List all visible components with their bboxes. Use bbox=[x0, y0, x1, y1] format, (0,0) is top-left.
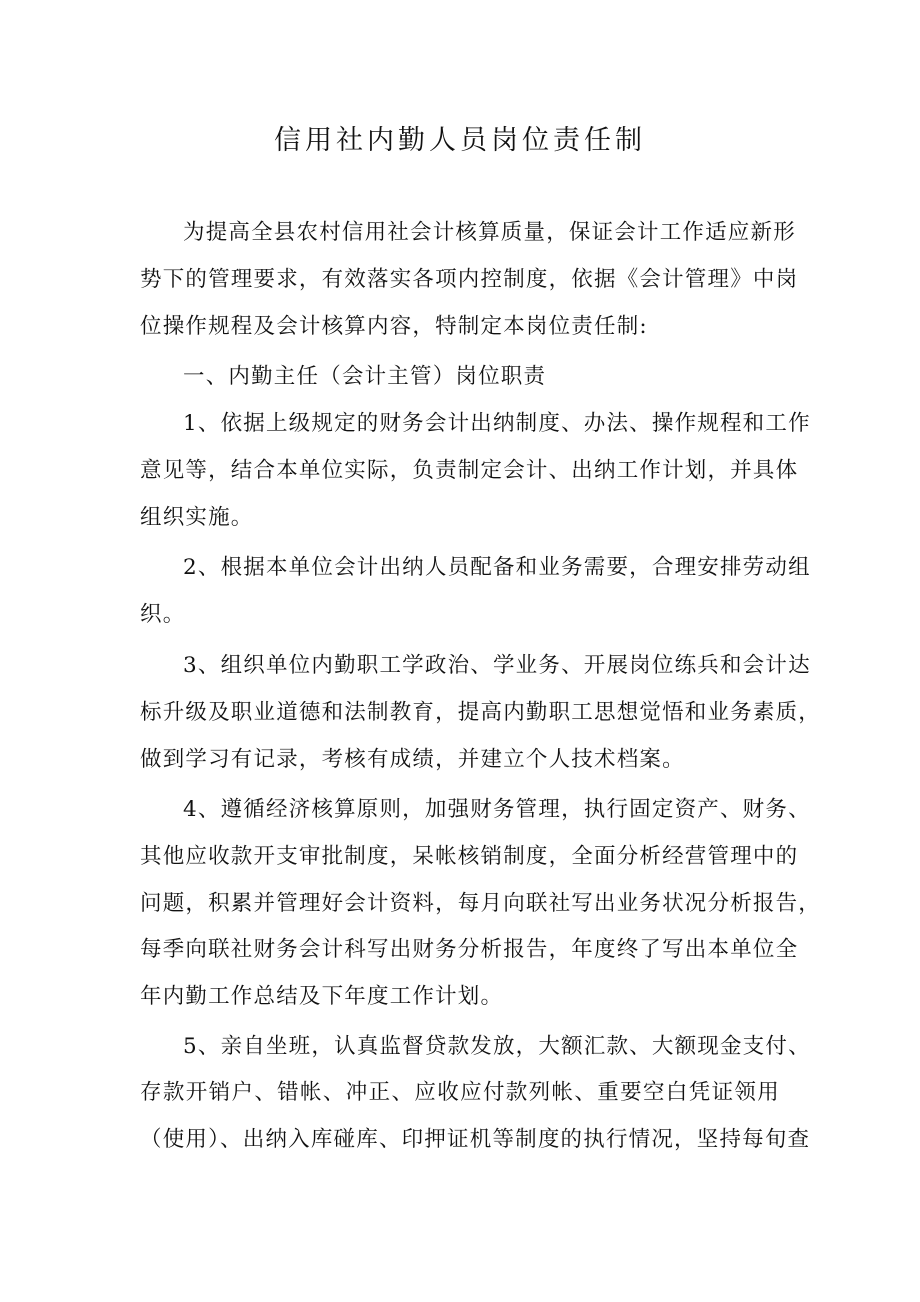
text-line: 存款开销户、错帐、冲正、应收应付款列帐、重要空白凭证领用 bbox=[140, 1080, 780, 1105]
text-line: 2、根据本单位会计出纳人员配备和业务需要，合理安排劳动组 bbox=[183, 555, 811, 580]
text-line: 5、亲自坐班，认真监督贷款发放，大额汇款、大额现金支付、 bbox=[183, 1034, 811, 1059]
text-line: 每季向联社财务会计科写出财务分析报告，年度终了写出本单位全 bbox=[140, 937, 799, 962]
text-line: 问题，积累并管理好会计资料，每月向联社写出业务状况分析报告， bbox=[140, 891, 822, 916]
text-line: 3、组织单位内勤职工学政治、学业务、开展岗位练兵和会计达 bbox=[183, 653, 811, 678]
text-line: （使用）、出纳入库碰库、印押证机等制度的执行情况，坚持每旬查 bbox=[140, 1127, 811, 1152]
text-line: 4、遵循经济核算原则，加强财务管理，执行固定资产、财务、 bbox=[183, 797, 811, 822]
text-line: 1、依据上级规定的财务会计出纳制度、办法、操作规程和工作 bbox=[183, 411, 811, 436]
text-line: 一、内勤主任（会计主管）岗位职责 bbox=[183, 364, 547, 389]
text-line: 标升级及职业道德和法制教育，提高内勤职工思想觉悟和业务素质， bbox=[140, 700, 822, 725]
text-line: 其他应收款开支审批制度，呆帐核销制度，全面分析经营管理中的 bbox=[140, 844, 799, 869]
text-line: 织。 bbox=[140, 602, 186, 627]
text-line: 势下的管理要求，有效落实各项内控制度，依据《会计管理》中岗 bbox=[140, 267, 799, 292]
document-title: 信用社内勤人员岗位责任制 bbox=[274, 125, 646, 156]
text-line: 做到学习有记录，考核有成绩，并建立个人技术档案。 bbox=[140, 747, 685, 772]
text-line: 意见等，结合本单位实际，负责制定会计、出纳工作计划，并具体 bbox=[140, 458, 799, 483]
text-line: 年内勤工作总结及下年度工作计划。 bbox=[140, 984, 504, 1009]
text-line: 位操作规程及会计核算内容，特制定本岗位责任制: bbox=[140, 314, 648, 339]
text-line: 组织实施。 bbox=[140, 505, 254, 530]
text-line: 为提高全县农村信用社会计核算质量，保证会计工作适应新形 bbox=[183, 220, 796, 245]
